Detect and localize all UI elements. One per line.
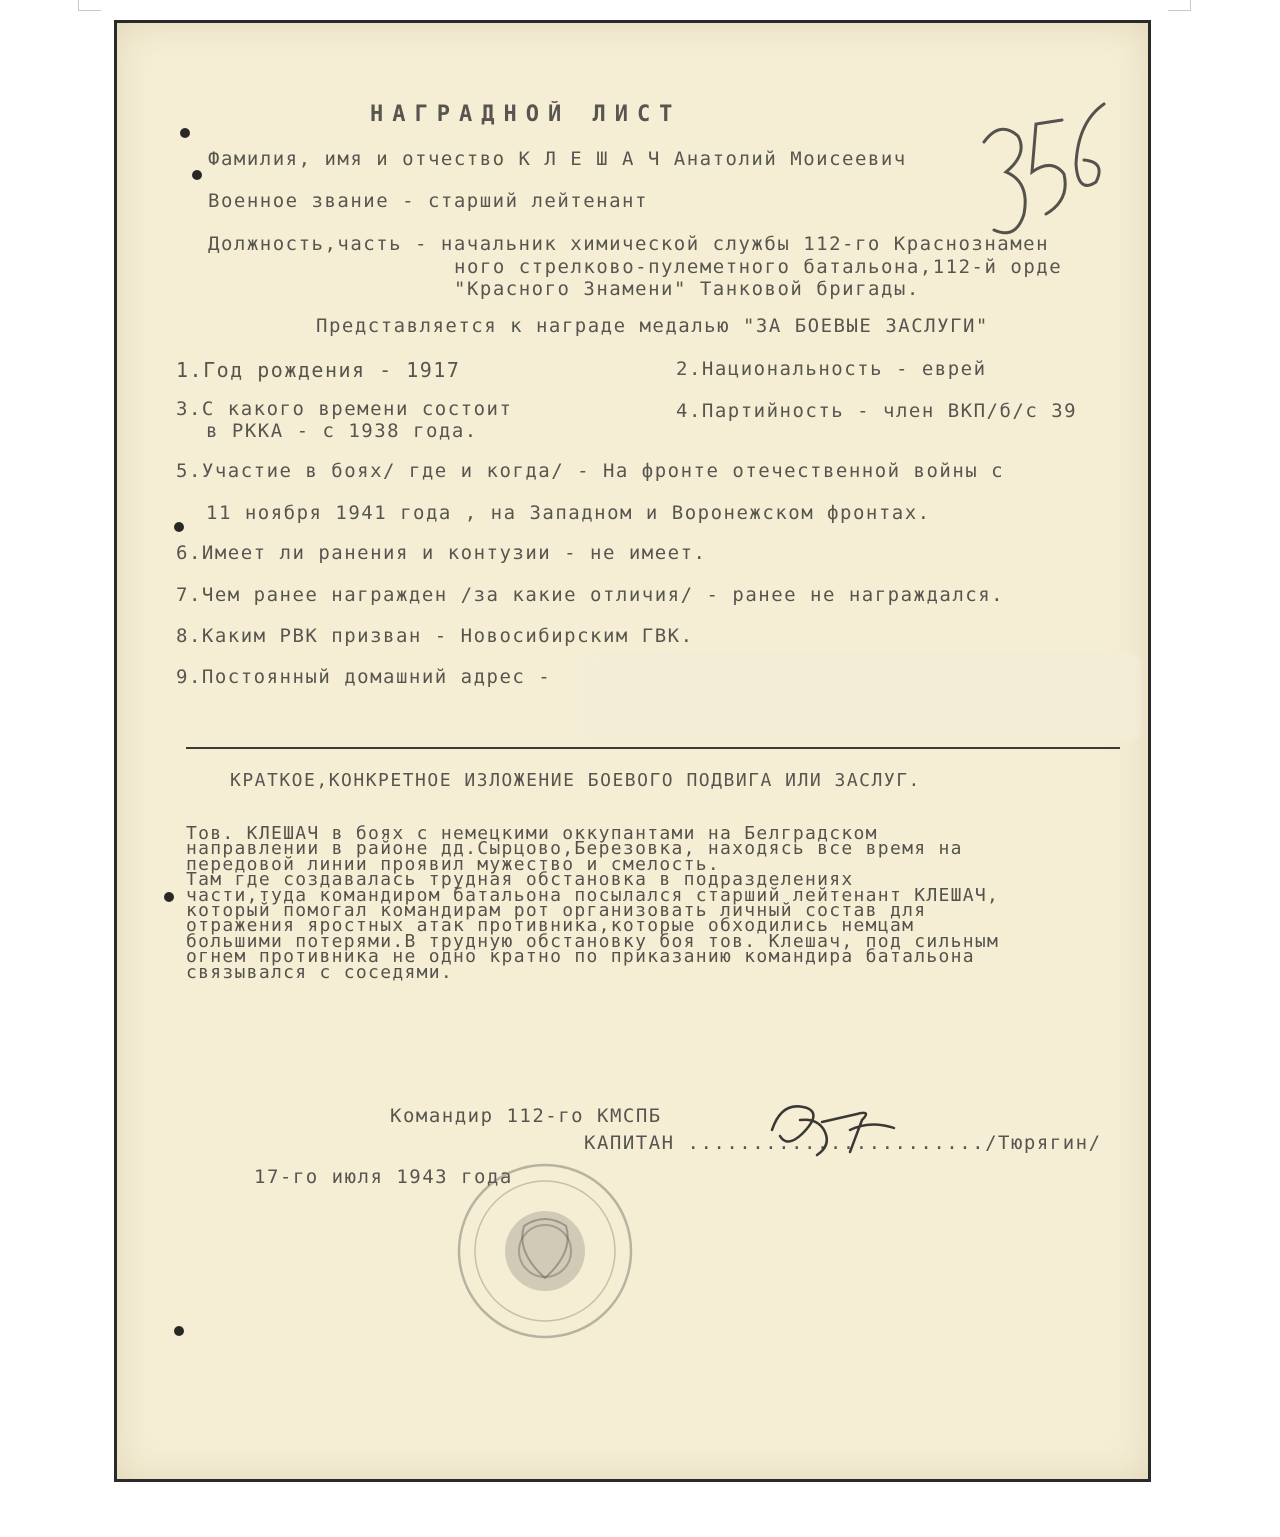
feat-description (186, 823, 1000, 983)
question-9-home-address: 9.Постоянный домашний адрес - (176, 666, 552, 688)
official-stamp (454, 1160, 636, 1342)
punch-mark (180, 128, 190, 138)
feat-line-6: который помогал командирам рот организовать личный состав для (186, 899, 927, 921)
document-title: НАГРАДНОЙ ЛИСТ (370, 102, 682, 127)
commander-signature (762, 1090, 902, 1180)
position-line-3: "Красного Знамени" Танковой бригады. (454, 278, 920, 300)
feat-line-8: большими потерями.В трудную обстановку боя тов. Клешач, под сильным (186, 930, 1000, 952)
question-3-service-since: 3.С какого времени состоит (176, 398, 513, 420)
name-line: Фамилия, имя и отчество К Л Е Ш А Ч Анатолий Моисеевич (208, 148, 907, 170)
question-5-combat: 5.Участие в боях/ где и когда/ - На фронте отечественной войны с (176, 460, 1005, 482)
redacted-address (580, 653, 1140, 741)
question-6-wounds: 6.Имеет ли ранения и контузии - не имеет. (176, 542, 707, 564)
question-4-party: 4.Партийность - член ВКП/б/с 39 (676, 400, 1078, 422)
rank-line: Военное звание - старший лейтенант (208, 190, 648, 212)
punch-mark (192, 170, 202, 180)
position-line-2: ного стрелково-пулеметного батальона,112-й орде (454, 256, 1063, 278)
question-2-nationality: 2.Национальность - еврей (676, 358, 987, 380)
feat-line-7: отражения яростных атак противника,которые обходились немцам (186, 915, 915, 937)
punch-mark (164, 892, 174, 902)
captain-signature-line: КАПИТАН ......................./Тюрягин/ (584, 1132, 1102, 1154)
question-8-draft-office: 8.Каким РВК призван - Новосибирским ГВК. (176, 625, 694, 647)
position-line-1: Должность,часть - начальник химической службы 112-го Краснознамен (208, 233, 1050, 255)
feat-line-2: направлении в районе дд.Сырцово,Березовка, находясь все время на (186, 838, 963, 860)
feat-line-10: связывался с соседями. (186, 961, 454, 983)
document-page (114, 20, 1151, 1482)
question-5-combat-cont: 11 ноября 1941 года , на Западном и Воронежском фронтах. (206, 502, 931, 524)
page-corner-mark-right (1168, 0, 1191, 11)
punch-mark (174, 1326, 184, 1336)
page-corner-mark-left (78, 0, 101, 11)
question-1-birth-year: 1.Год рождения - 1917 (176, 358, 461, 382)
document-date: 17-го июля 1943 года (254, 1166, 513, 1188)
commander-line: Командир 112-го КМСПБ (390, 1105, 662, 1127)
feat-line-4: Там где создавалась трудная обстановка в подразделениях (186, 869, 854, 891)
question-3-service-since-cont: в РККА - с 1938 года. (206, 420, 478, 442)
award-line: Представляется к награде медалью "ЗА БОЕВЫЕ ЗАСЛУГИ" (316, 315, 989, 337)
feat-line-5: части,туда командиром батальона посылался старший лейтенант КЛЕШАЧ, (186, 884, 1000, 906)
question-7-previous-awards: 7.Чем ранее награжден /за какие отличия/ - ранее не награждался. (176, 584, 1005, 606)
feat-line-3: передовой линии проявил мужество и смелость. (186, 853, 721, 875)
feat-line-1: Тов. КЛЕШАЧ в боях с немецкими оккупантами на Белградском (186, 823, 878, 844)
section-divider (186, 747, 1120, 749)
punch-mark (174, 522, 184, 532)
handwritten-number-356 (972, 90, 1112, 260)
feat-line-9: огнем противника не одно кратно по приказанию командира батальона (186, 946, 975, 968)
section-title: КРАТКОЕ,КОНКРЕТНОЕ ИЗЛОЖЕНИЕ БОЕВОГО ПОДВИГА ИЛИ ЗАСЛУГ. (230, 770, 921, 791)
